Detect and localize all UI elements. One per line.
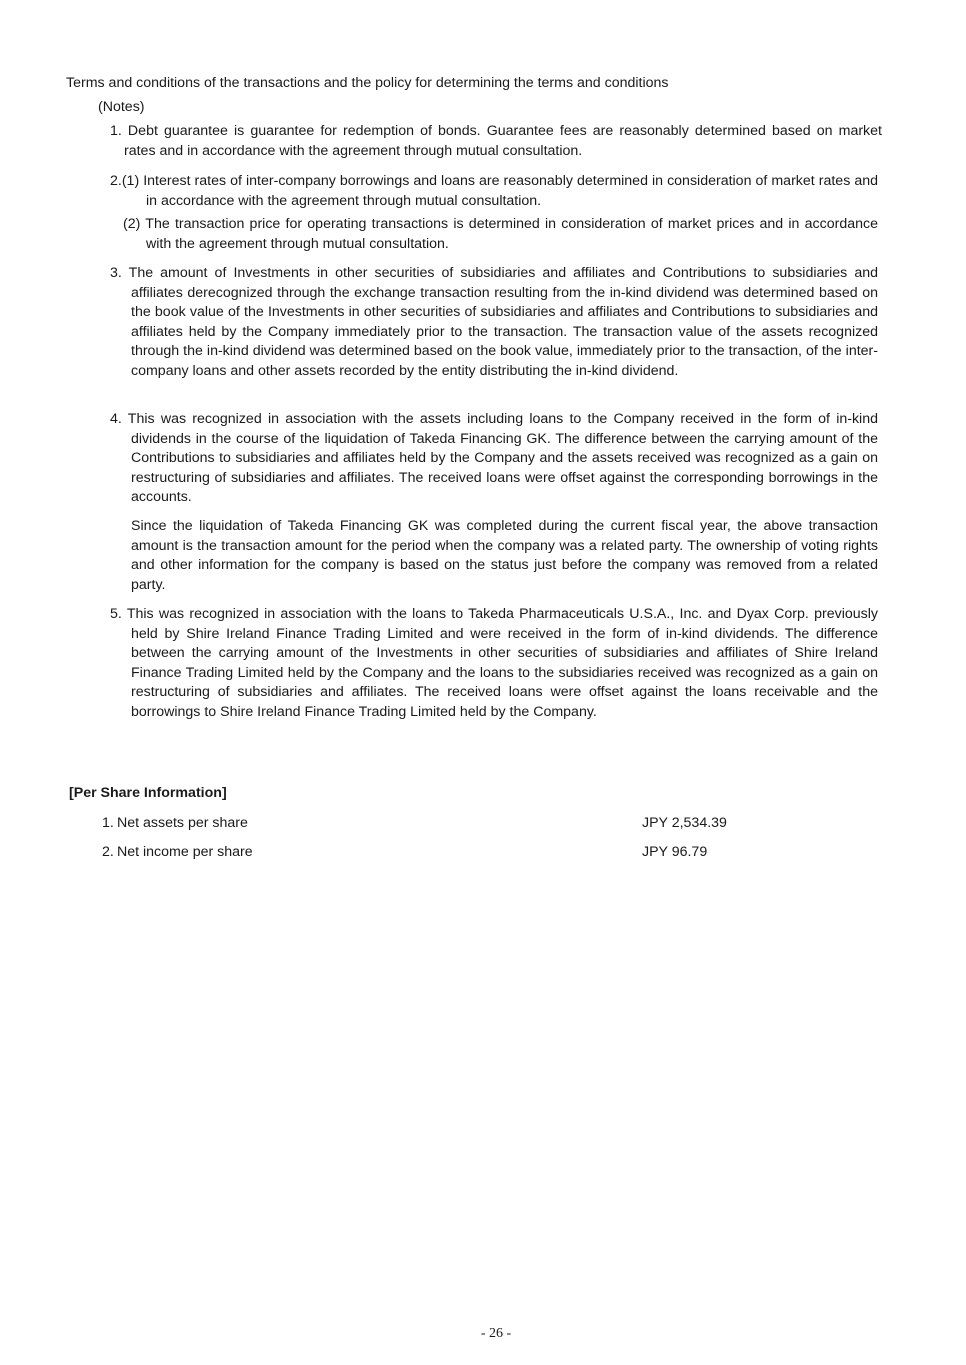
page-number: - 26 - <box>480 1326 512 1341</box>
note-5 <box>110 605 878 722</box>
note-3-text: 3. The amount of Investments in other securities of subsidiaries and affiliates and Contributions to subsidiaries and affiliates derecognized through the exchange transaction resulting from the in-kind dividend was determined based on the book value of the Investments in other securities of subsidiaries and affiliates and Contributions to subsidiaries and affiliates held by the Company immediately prior to the transaction. The transaction value of the assets recognized through the in-kind dividend was determined based on the book value, immediately prior to the transaction, of the inter-company loans and other assets recorded by the entity distributing the in-kind dividend. <box>110 265 878 379</box>
note-1-text: 1. Debt guarantee is guarantee for redemption of bonds. Guarantee fees are reasonably determined based on market rates and in accordance with the agreement through mutual consultation. <box>110 123 882 159</box>
note-2-2-text: (2) The transaction price for operating transactions is determined in consideration of market prices and in accordance with the agreement through mutual consultation. <box>123 216 878 252</box>
note-2-2 <box>123 215 878 254</box>
terms-heading: Terms and conditions of the transactions and the policy for determining the terms and conditions <box>66 75 669 91</box>
note-5-text: 5. This was recognized in association with the loans to Takeda Pharmaceuticals U.S.A., Inc. and Dyax Corp. previously held by Shire Ireland Finance Trading Limited and were received in the form of in-kind dividends. The difference between the carrying amount of the Investments in other securities of subsidiaries and affiliates of Shire Ireland Finance Trading Limited held by the Company and the loans to the subsidiaries received was recognized as a gain on restructuring of subsidiaries and affiliates. The received loans were offset against the loans receivable and the borrowings to Shire Ireland Finance Trading Limited held by the Company. <box>110 606 878 720</box>
note-2-1 <box>110 172 878 211</box>
per-share-row <box>102 814 802 834</box>
note-4-text: 4. This was recognized in association with the assets including loans to the Company received in the form of in-kind dividends in the course of the liquidation of Takeda Financing GK. The difference between the carrying amount of the Contributions to subsidiaries and affiliates held by the Company and the assets received was recognized as a gain on restructuring of subsidiaries and affiliates. The received loans were offset against the corresponding borrowings in the accounts. <box>110 411 878 505</box>
note-4 <box>110 410 878 508</box>
notes-label: (Notes) <box>98 99 145 115</box>
note-1 <box>110 122 882 161</box>
note-2-1-text: 2.(1) Interest rates of inter-company borrowings and loans are reasonably determined in consideration of market rates and in accordance with the agreement through mutual consultation. <box>110 173 878 209</box>
note-3 <box>110 264 878 381</box>
note-4-continuation-text: Since the liquidation of Takeda Financing GK was completed during the current fiscal year, the above transaction amount is the transaction amount for the period when the company was a related party. The ownership of voting rights and other information for the company is based on the status just before the company was removed from a related party. <box>131 518 878 593</box>
per-share-title: [Per Share Information] <box>69 785 227 801</box>
row-label: Net income per share <box>117 844 253 860</box>
row-number: 1. <box>102 815 114 831</box>
per-share-row <box>102 843 802 863</box>
row-number: 2. <box>102 844 114 860</box>
note-4-continuation <box>131 517 878 595</box>
row-label: Net assets per share <box>117 815 248 831</box>
row-value: JPY 2,534.39 <box>642 815 727 831</box>
row-value: JPY 96.79 <box>642 844 708 860</box>
